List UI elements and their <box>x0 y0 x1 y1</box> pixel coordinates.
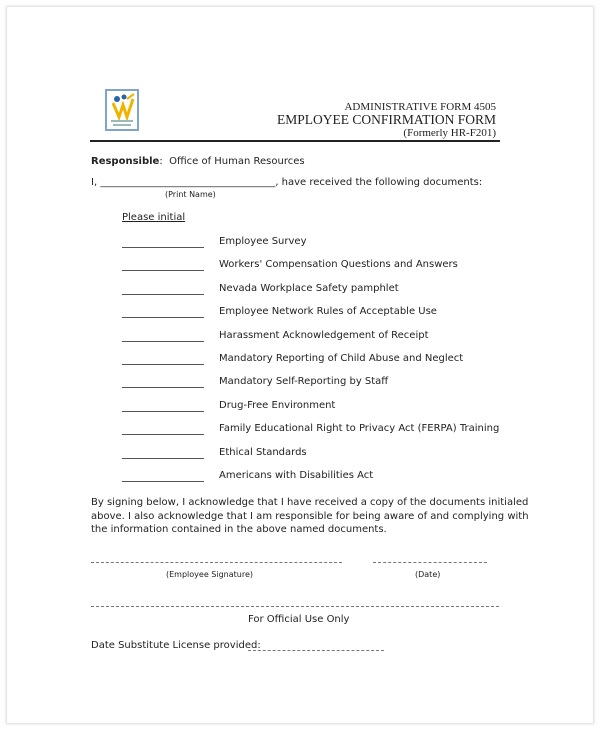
document-item: Mandatory Reporting of Child Abuse and Neglect <box>219 353 464 364</box>
initial-line[interactable] <box>122 341 204 342</box>
initial-line[interactable] <box>122 387 204 388</box>
official-use-divider <box>91 606 499 607</box>
initial-line[interactable] <box>122 364 204 365</box>
initial-line[interactable] <box>122 247 204 248</box>
initial-line[interactable] <box>122 481 204 482</box>
document-item: Harassment Acknowledgement of Receipt <box>219 329 429 341</box>
print-name-line[interactable]: I, ___________________________________, have received the following documents: <box>91 177 483 188</box>
district-logo <box>105 89 139 131</box>
acknowledgement-text: By signing below, I acknowledge that I have received a copy of the documents initialed above. I also acknowledge that I am responsible for being aware of and complying with the information contained in the above named documents. <box>91 497 529 535</box>
form-title: EMPLOYEE CONFIRMATION FORM <box>276 112 496 127</box>
license-date-line[interactable] <box>248 650 384 651</box>
document-item: Family Educational Right to Privacy Act (FERPA) Training <box>219 423 500 435</box>
date-line[interactable] <box>373 562 487 563</box>
form-number: ADMINISTRATIVE FORM 4505 <box>344 101 496 113</box>
document-item: Workers' Compensation Questions and Answers <box>219 259 458 271</box>
initial-line[interactable] <box>122 458 204 459</box>
responsible-label: Responsible <box>91 156 160 167</box>
print-name-caption: (Print Name) <box>165 190 216 199</box>
license-date-label: Date Substitute License provided: <box>91 640 261 651</box>
document-item: Ethical Standards <box>219 446 307 458</box>
initial-line[interactable] <box>122 434 204 435</box>
responsible-value: Office of Human Resources <box>169 156 305 167</box>
date-caption: (Date) <box>415 570 441 579</box>
please-initial-heading: Please initial <box>122 212 186 223</box>
document-item: Americans with Disabilities Act <box>219 470 374 481</box>
formerly-note: (Formerly HR-F201) <box>403 127 496 139</box>
initial-line[interactable] <box>122 411 204 412</box>
document-item: Drug-Free Environment <box>219 399 336 411</box>
initial-line[interactable] <box>122 270 204 271</box>
document-item: Employee Network Rules of Acceptable Use <box>219 306 437 318</box>
signature-line[interactable] <box>91 562 342 563</box>
initial-line[interactable] <box>122 317 204 318</box>
document-item: Employee Survey <box>219 236 307 247</box>
document-item: Mandatory Self-Reporting by Staff <box>219 376 389 388</box>
document-item: Nevada Workplace Safety pamphlet <box>219 282 399 294</box>
initial-line[interactable] <box>122 294 204 295</box>
header-rule <box>90 140 500 142</box>
signature-caption: (Employee Signature) <box>166 570 253 579</box>
official-use-heading: For Official Use Only <box>248 614 350 625</box>
